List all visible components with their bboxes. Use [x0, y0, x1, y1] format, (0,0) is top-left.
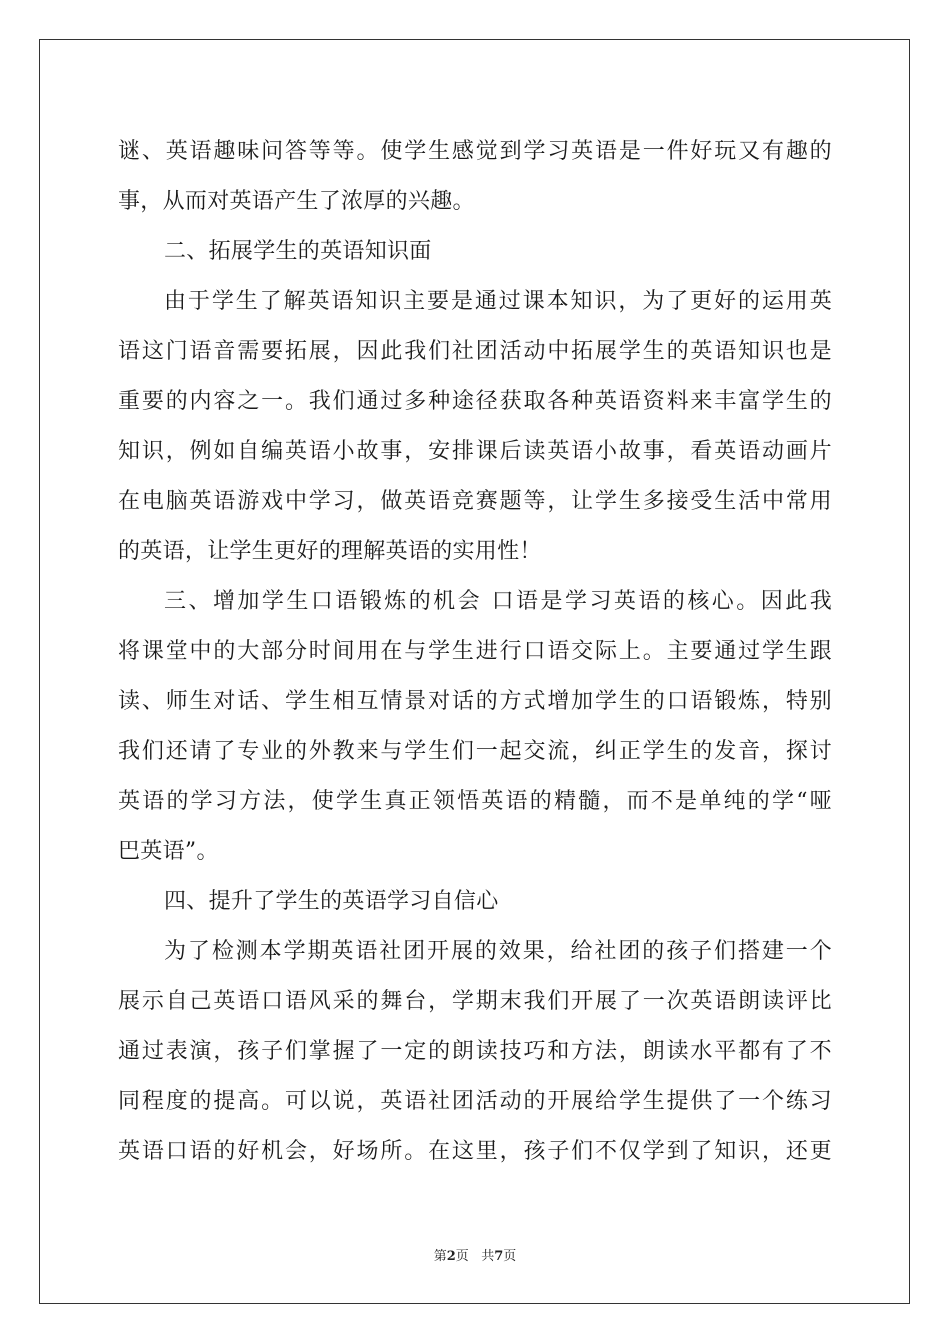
text-line: 同程度的提高。可以说，英语社团活动的开展给学生提供了一个练习 [118, 1089, 832, 1114]
footer-total-prefix: 共 [481, 1249, 495, 1264]
page-footer [0, 1248, 950, 1266]
text-line: 为了检测本学期英语社团开展的效果，给社团的孩子们搭建一个 [164, 939, 832, 964]
text-line: 巴英语”。 [118, 839, 219, 864]
text-line: 在电脑英语游戏中学习，做英语竞赛题等，让学生多接受生活中常用 [118, 489, 832, 514]
text-line: 四、提升了学生的英语学习自信心 [164, 889, 499, 914]
footer-total-suffix: 页 [503, 1249, 517, 1264]
text-line: 的英语，让学生更好的理解英语的实用性！ [118, 539, 542, 564]
footer-prefix: 第 [433, 1249, 447, 1264]
text-line: 英语的学习方法，使学生真正领悟英语的精髓，而不是单纯的学“哑 [118, 789, 832, 814]
current-page-number: 2 [446, 1249, 456, 1264]
text-line: 由于学生了解英语知识主要是通过课本知识，为了更好的运用英 [164, 289, 832, 314]
text-line: 读、师生对话、学生相互情景对话的方式增加学生的口语锻炼，特别 [118, 689, 832, 714]
footer-page-suffix: 页 [455, 1249, 469, 1264]
text-line: 通过表演，孩子们掌握了一定的朗读技巧和方法，朗读水平都有了不 [118, 1039, 832, 1064]
text-line: 知识，例如自编英语小故事，安排课后读英语小故事，看英语动画片 [118, 439, 832, 464]
total-pages-number: 7 [494, 1249, 504, 1264]
text-line: 语这门语音需要拓展，因此我们社团活动中拓展学生的英语知识也是 [118, 339, 832, 364]
text-line: 英语口语的好机会，好场所。在这里，孩子们不仅学到了知识，还更 [118, 1139, 832, 1164]
text-line: 二、拓展学生的英语知识面 [164, 239, 432, 264]
text-line: 展示自己英语口语风采的舞台，学期末我们开展了一次英语朗读评比 [118, 989, 832, 1014]
text-line: 三、增加学生口语锻炼的机会 口语是学习英语的核心。因此我 [164, 589, 832, 614]
text-line: 将课堂中的大部分时间用在与学生进行口语交际上。主要通过学生跟 [118, 639, 832, 664]
text-line: 谜、英语趣味问答等等。使学生感觉到学习英语是一件好玩又有趣的 [118, 139, 832, 164]
document-body [118, 127, 832, 1177]
text-line: 我们还请了专业的外教来与学生们一起交流，纠正学生的发音，探讨 [118, 739, 832, 764]
text-line: 重要的内容之一。我们通过多种途径获取各种英语资料来丰富学生的 [118, 389, 832, 414]
text-line: 事，从而对英语产生了浓厚的兴趣。 [118, 189, 475, 214]
